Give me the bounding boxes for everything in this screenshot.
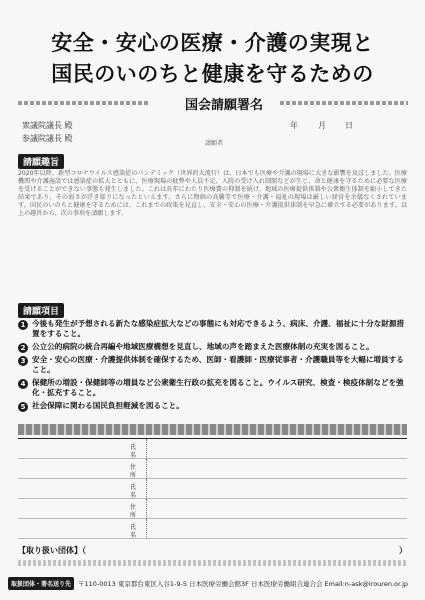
signature-row[interactable] xyxy=(18,439,407,459)
item-number-1: 1 xyxy=(18,320,28,330)
item-number-3: 3 xyxy=(18,356,28,366)
petitioner-label: 請願者 xyxy=(205,140,224,147)
item-number-4: 4 xyxy=(18,379,28,389)
footer xyxy=(8,577,418,591)
addressee-house-of-representatives: 衆議院議長 殿 xyxy=(22,121,73,130)
date-year: 年 xyxy=(290,121,298,130)
handling-organization xyxy=(18,545,407,556)
row-divider xyxy=(146,499,147,519)
row-divider xyxy=(146,479,147,499)
row-label: 名 xyxy=(130,492,137,499)
date-day: 日 xyxy=(345,121,353,130)
purpose-heading: 請願趣旨 xyxy=(18,154,64,169)
petition-item xyxy=(18,355,407,375)
fine-print-note xyxy=(18,560,407,566)
row-label: 所 xyxy=(130,472,137,479)
title-line-2: 国民のいのちと健康を守るための xyxy=(51,62,374,86)
row-divider xyxy=(146,459,147,479)
item-text: 今後も発生が予想される新たな感染症拡大などの事態にも対応できるよう、病床、介護、福祉に十分な財源措置をすること。 xyxy=(32,319,405,338)
item-text: 保健所の増設・保健師等の増員など公衆衛生行政の拡充を図ること。ウイルス研究、検査・検疫体制などを強化・拡充すること。 xyxy=(32,378,404,397)
faint-text-right xyxy=(280,101,408,105)
item-number-2: 2 xyxy=(18,343,28,353)
petition-items-list xyxy=(18,319,407,414)
petition-item xyxy=(18,342,407,352)
item-text: 安全・安心の医療・介護提供体制を確保するため、医師・看護師・医療従事者・介護職員等を大幅に増員すること。 xyxy=(32,355,404,374)
petition-item xyxy=(18,319,407,339)
org-close-paren: ） xyxy=(399,546,407,555)
row-label: 名 xyxy=(130,452,137,459)
signature-table-header xyxy=(18,424,407,435)
petition-item xyxy=(18,378,407,398)
row-label: 氏 xyxy=(130,484,137,491)
signature-row[interactable] xyxy=(18,499,407,519)
purpose-text: 2020年以降、新型コロナウイルス感染症のパンデミック（世界的大流行）は、日本でも医療や介護の現場に大きな影響を及ぼしました。医療機関や介護施設では感染症の拡大とともに、医療現場の疲弊や人員不足、入院の受け入れ制限などが生じ、命と健康を守るために必要な医療を受けることができない事態も発生しました。これは長年にわたり医療費の抑制を続け、地域の医療提供体制や公衆衛生体制を縮小してきた結果であり、その弱さが浮き彫りになったといえます。さらに物価の高騰等で医療・介護・福祉の現場は厳しい経営を余儀なくされています。国民のいのちと健康を守るためには、これまでの政策を見直し、安全・安心の医療・介護提供体制を早急に確立する必要があります。以上の趣旨から、次の事項を請願します。 xyxy=(18,170,407,217)
row-label: 住 xyxy=(130,504,137,511)
row-label: 氏 xyxy=(130,444,137,451)
row-divider xyxy=(146,439,147,459)
signature-row[interactable] xyxy=(18,479,407,499)
title-line-1: 安全・安心の医療・介護の実現と xyxy=(51,31,374,55)
row-divider xyxy=(146,519,147,539)
row-label: 住 xyxy=(130,464,137,471)
items-heading: 請願項目 xyxy=(18,303,64,318)
petition-subheader xyxy=(18,97,408,113)
footer-badge: 取扱団体・署名送り先 xyxy=(8,577,74,590)
signature-row[interactable] xyxy=(18,459,407,479)
addressee-house-of-councillors: 参議院議長 殿 xyxy=(22,134,73,143)
signature-row[interactable] xyxy=(18,519,407,539)
row-label: 所 xyxy=(130,512,137,519)
petition-item xyxy=(18,401,407,411)
item-text: 社会保障に関わる国民負担軽減を図ること。 xyxy=(32,401,184,410)
item-number-5: 5 xyxy=(18,402,28,412)
row-label: 氏 xyxy=(130,524,137,531)
row-label: 名 xyxy=(130,532,137,539)
footer-address: 〒110-0013 東京都台東区入谷1-9-5 日本医療労働会館3F 日本医療労働組合連合会 Email:n-ask@irouren.or.jp xyxy=(78,580,409,588)
item-text: 公立公的病院の統合再編や地域医療構想を見直し、地域の声を踏まえた医療体制の充実を図ること。 xyxy=(32,342,374,351)
petition-title: 国会請願署名 xyxy=(184,98,263,113)
faint-text-left xyxy=(18,101,150,105)
org-label: 【取り扱い団体】（ xyxy=(18,546,86,555)
date-month: 月 xyxy=(318,121,326,130)
signature-table xyxy=(18,438,407,539)
